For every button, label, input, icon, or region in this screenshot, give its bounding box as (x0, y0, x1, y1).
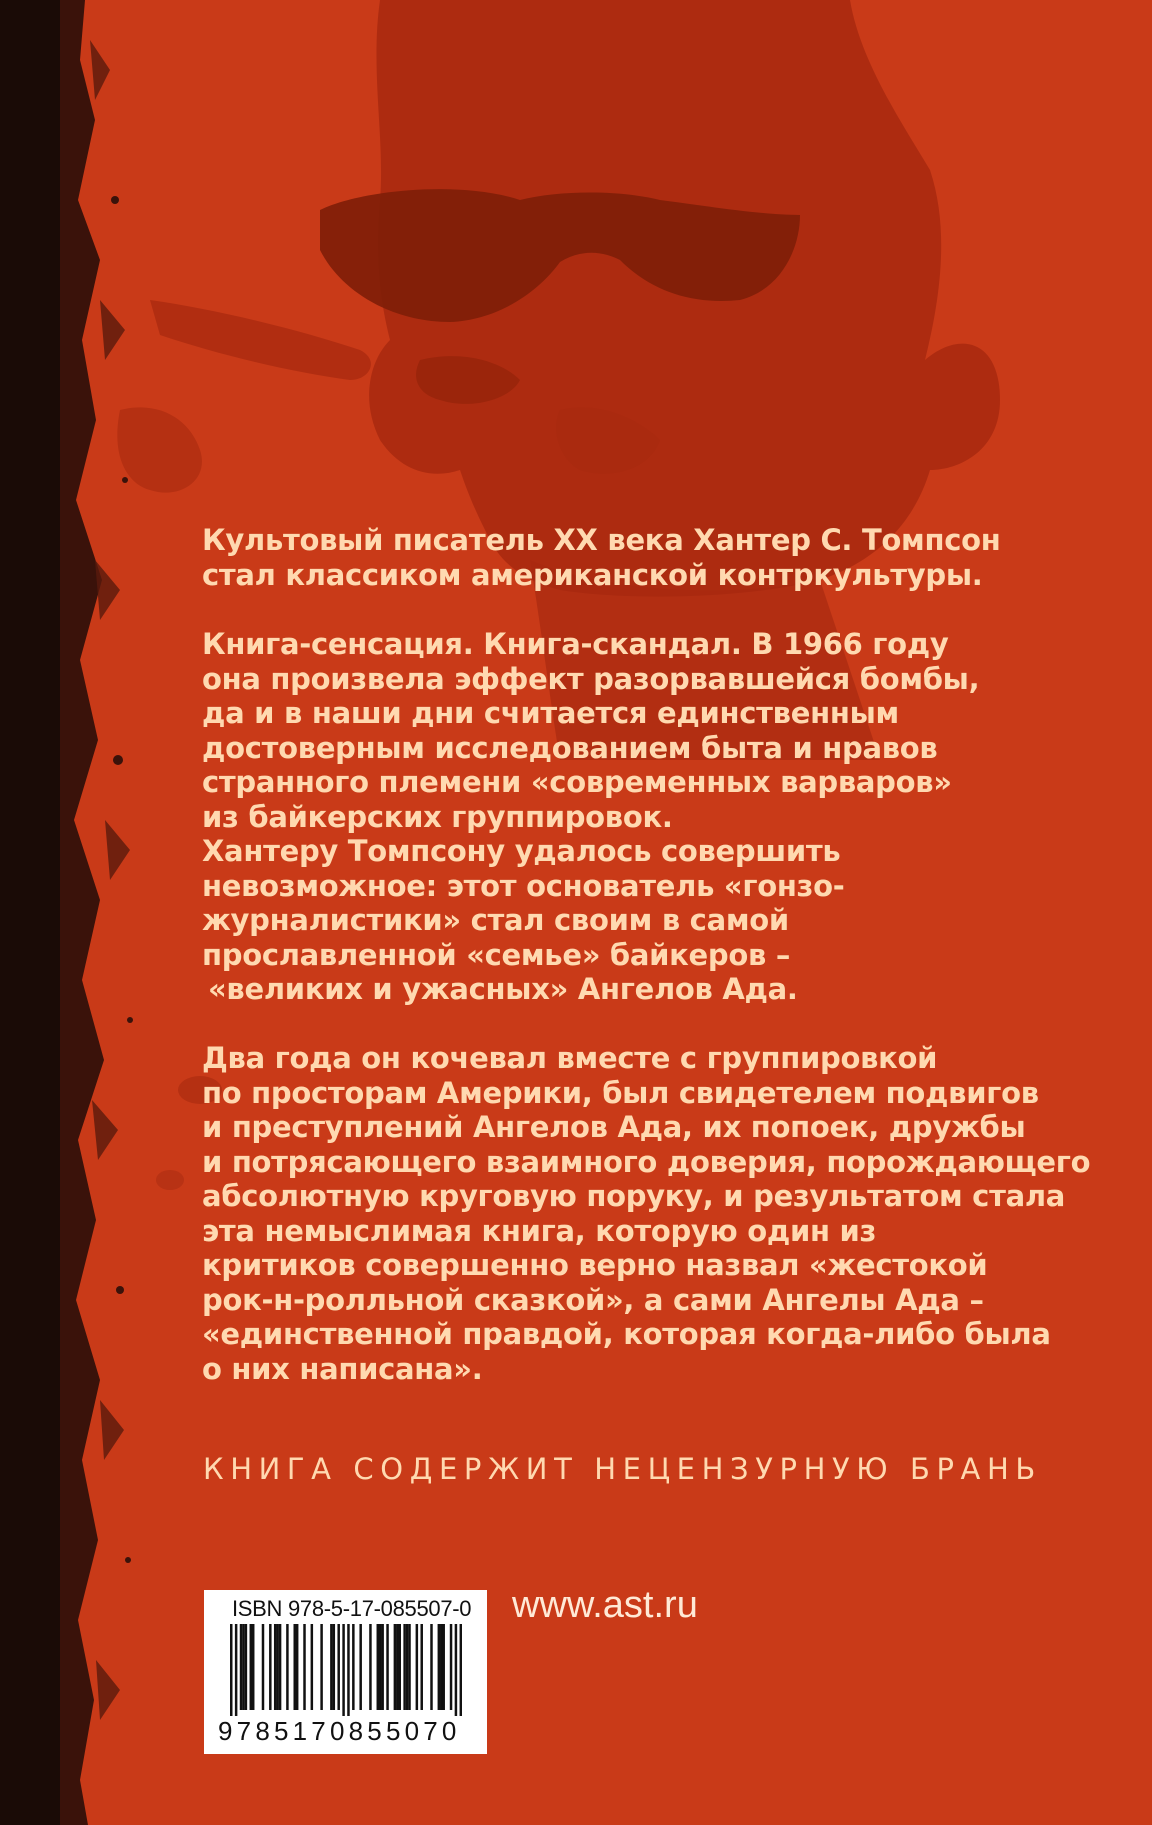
description-paragraph-2 (202, 1041, 1091, 1386)
barcode-bar (379, 1624, 381, 1710)
barcode-bar (430, 1624, 432, 1710)
barcode-bar (403, 1624, 405, 1710)
barcode-bar (438, 1624, 440, 1710)
barcode-bar (399, 1624, 401, 1710)
barcode-bar (333, 1624, 335, 1710)
barcode-bar (347, 1624, 349, 1716)
barcode-bar (369, 1624, 371, 1710)
barcode-bar (250, 1624, 252, 1710)
barcode-bar (252, 1624, 254, 1710)
barcode-bar (442, 1624, 444, 1710)
barcode-bar (235, 1624, 237, 1716)
barcode-bar (394, 1624, 396, 1710)
text-line: странного племени «современных варваров» (202, 765, 952, 799)
barcode-bar (293, 1624, 295, 1710)
text-line: и преступлений Ангелов Ада, их попоек, дружбы (202, 1110, 1026, 1144)
text-line: Два года он кочевал вместе с группировкой (202, 1041, 938, 1075)
text-line: Книга-сенсация. Книга-скандал. В 1966 году (202, 627, 949, 661)
text-line: невозможное: этот основатель «гонзо- (202, 868, 845, 903)
barcode-bar (337, 1624, 339, 1710)
barcode-bar (408, 1624, 410, 1710)
text-line: критиков совершенно верно назвал «жестокой (202, 1248, 988, 1282)
barcode-bar (359, 1624, 361, 1710)
barcode-bar (460, 1624, 462, 1716)
text-line: Культовый писатель XX века Хантер С. Томпсон (202, 523, 1001, 557)
grunge-edge-texture (0, 0, 150, 1825)
barcode-bar (320, 1624, 322, 1710)
barcode-bar (296, 1624, 298, 1710)
intro-text (202, 523, 1082, 592)
text-line: прославленной «семье» байкеров – (202, 937, 791, 972)
barcode-bar (311, 1624, 313, 1710)
text-line: да и в наши дни считается единственным (202, 696, 899, 730)
barcode-bar (262, 1624, 264, 1710)
barcode-bar (381, 1624, 383, 1710)
barcode-bar (242, 1624, 244, 1710)
barcode-bars (230, 1624, 462, 1716)
publisher-website[interactable]: www.ast.ru (512, 1584, 698, 1626)
text-line: из байкерских группировок. (202, 799, 673, 834)
barcode-bar (230, 1624, 232, 1716)
barcode-panel (204, 1590, 487, 1754)
barcode-bar (386, 1624, 388, 1710)
barcode-bar (245, 1624, 247, 1710)
barcode-bar (279, 1624, 281, 1710)
text-line: по просторам Америки, был свидетелем подвигов (202, 1075, 1039, 1110)
barcode-bar (352, 1624, 354, 1710)
barcode-bar (450, 1624, 452, 1710)
text-line: она произвела эффект разорвавшейся бомбы, (202, 661, 980, 696)
description-paragraph-1 (202, 627, 1082, 1007)
isbn-label: ISBN 978-5-17-085507-0 (232, 1596, 472, 1621)
barcode-bar (455, 1624, 457, 1716)
barcode-bar (440, 1624, 442, 1710)
text-line: и потрясающего взаимного доверия, порождающего (202, 1144, 1091, 1179)
text-line: «великих и ужасных» Ангелов Ада. (208, 972, 798, 1006)
content-warning: КНИГА СОДЕРЖИТ НЕЦЕНЗУРНУЮ БРАНЬ (203, 1452, 1042, 1486)
barcode-bar (396, 1624, 398, 1710)
text-line: достоверным исследованием быта и нравов (202, 730, 938, 765)
barcode-bar (276, 1624, 278, 1710)
barcode-bar (330, 1624, 332, 1710)
barcode-bar (420, 1624, 422, 1710)
text-line: «единственной правдой, которая когда-либо была (202, 1317, 1051, 1351)
barcode-bar (274, 1624, 276, 1710)
barcode-bar (342, 1624, 344, 1716)
text-line: эта немыслимая книга, которую один из (202, 1213, 877, 1248)
barcode-digits: 9785170855070 (218, 1716, 461, 1746)
barcode-bar (286, 1624, 288, 1710)
barcode-bar (416, 1624, 418, 1710)
text-line: Хантеру Томпсону удалось совершить (202, 834, 841, 868)
barcode-bar (269, 1624, 271, 1710)
barcode-bar (406, 1624, 408, 1710)
text-line: абсолютную круговую поруку, и результатом стала (202, 1179, 1066, 1213)
text-line: о них написана». (202, 1351, 483, 1386)
text-line: рок-н-ролльной сказкой», а сами Ангелы Ада – (202, 1282, 984, 1317)
barcode-bar (377, 1624, 379, 1710)
text-line: журналистики» стал своим в самой (202, 903, 789, 937)
barcode-bar (303, 1624, 305, 1710)
text-line: стал классиком американской контркультуры. (202, 557, 983, 592)
barcode-bar (240, 1624, 242, 1710)
